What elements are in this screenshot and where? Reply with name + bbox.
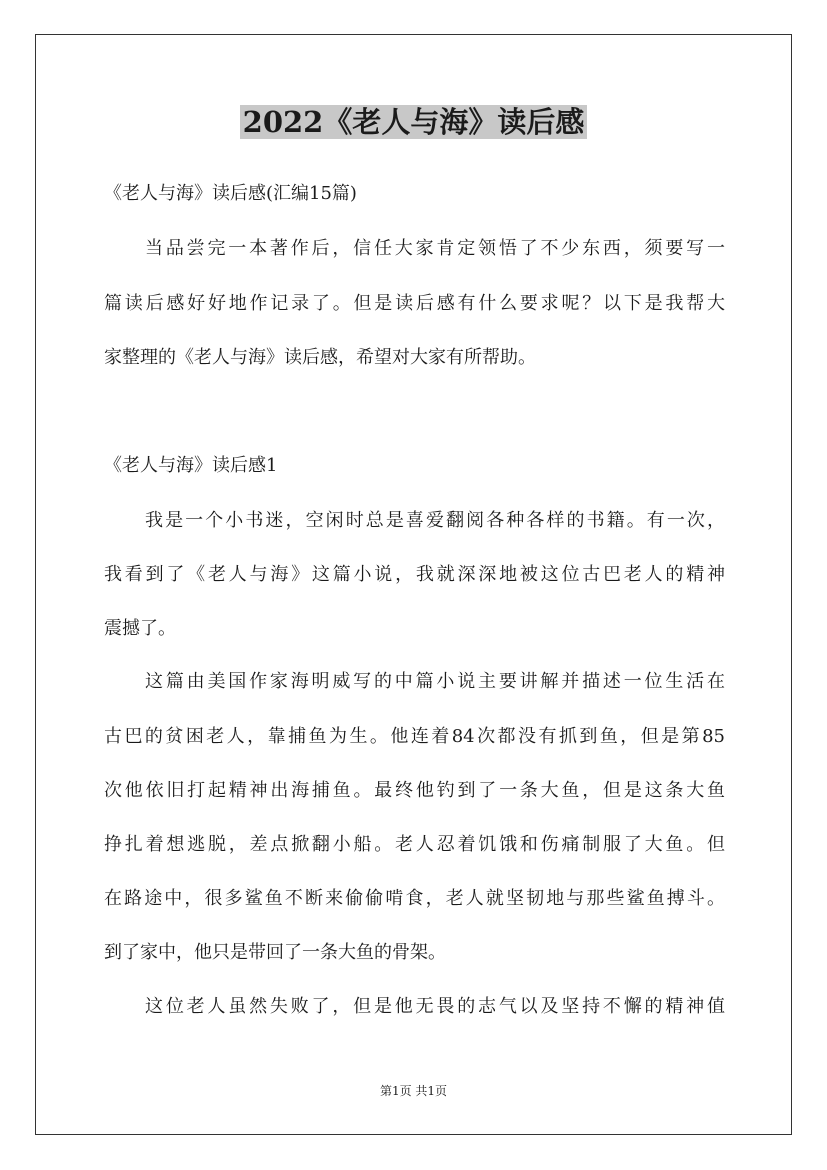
paragraph-line: 这位老人虽然失败了，但是他无畏的志气以及坚持不懈的精神值	[145, 996, 725, 1017]
paragraph-line: 在路途中，很多鲨鱼不断来偷偷啃食，老人就坚韧地与那些鲨鱼搏斗。	[104, 888, 725, 909]
paragraph-line: 震撼了。	[104, 618, 176, 639]
paragraph-line: 次他依旧打起精神出海捕鱼。最终他钓到了一条大鱼，但是这条大鱼	[104, 780, 725, 801]
document-title-text: 2022《老人与海》读后感	[240, 105, 588, 139]
intro-line: 篇读后感好好地作记录了。但是读后感有什么要求呢？以下是我帮大	[104, 293, 725, 314]
intro-line: 当品尝完一本著作后，信任大家肯定领悟了不少东西，须要写一	[145, 238, 725, 259]
paragraph-line: 这篇由美国作家海明威写的中篇小说主要讲解并描述一位生活在	[145, 671, 725, 692]
intro-line: 家整理的《老人与海》读后感，希望对大家有所帮助。	[104, 347, 536, 368]
page-footer: 第1页 共1页	[379, 1084, 448, 1098]
document-title	[0, 102, 827, 142]
document-subtitle: 《老人与海》读后感(汇编15篇)	[104, 183, 357, 204]
paragraph-line: 到了家中，他只是带回了一条大鱼的骨架。	[104, 942, 446, 963]
paragraph-line: 我是一个小书迷，空闲时总是喜爱翻阅各种各样的书籍。有一次，	[145, 510, 725, 531]
paragraph-line: 我看到了《老人与海》这篇小说，我就深深地被这位古巴老人的精神	[104, 564, 725, 585]
paragraph-line: 挣扎着想逃脱，差点掀翻小船。老人忍着饥饿和伤痛制服了大鱼。但	[104, 834, 725, 855]
section-heading: 《老人与海》读后感1	[104, 455, 278, 476]
paragraph-line: 古巴的贫困老人，靠捕鱼为生。他连着84次都没有抓到鱼，但是第85	[104, 726, 725, 747]
